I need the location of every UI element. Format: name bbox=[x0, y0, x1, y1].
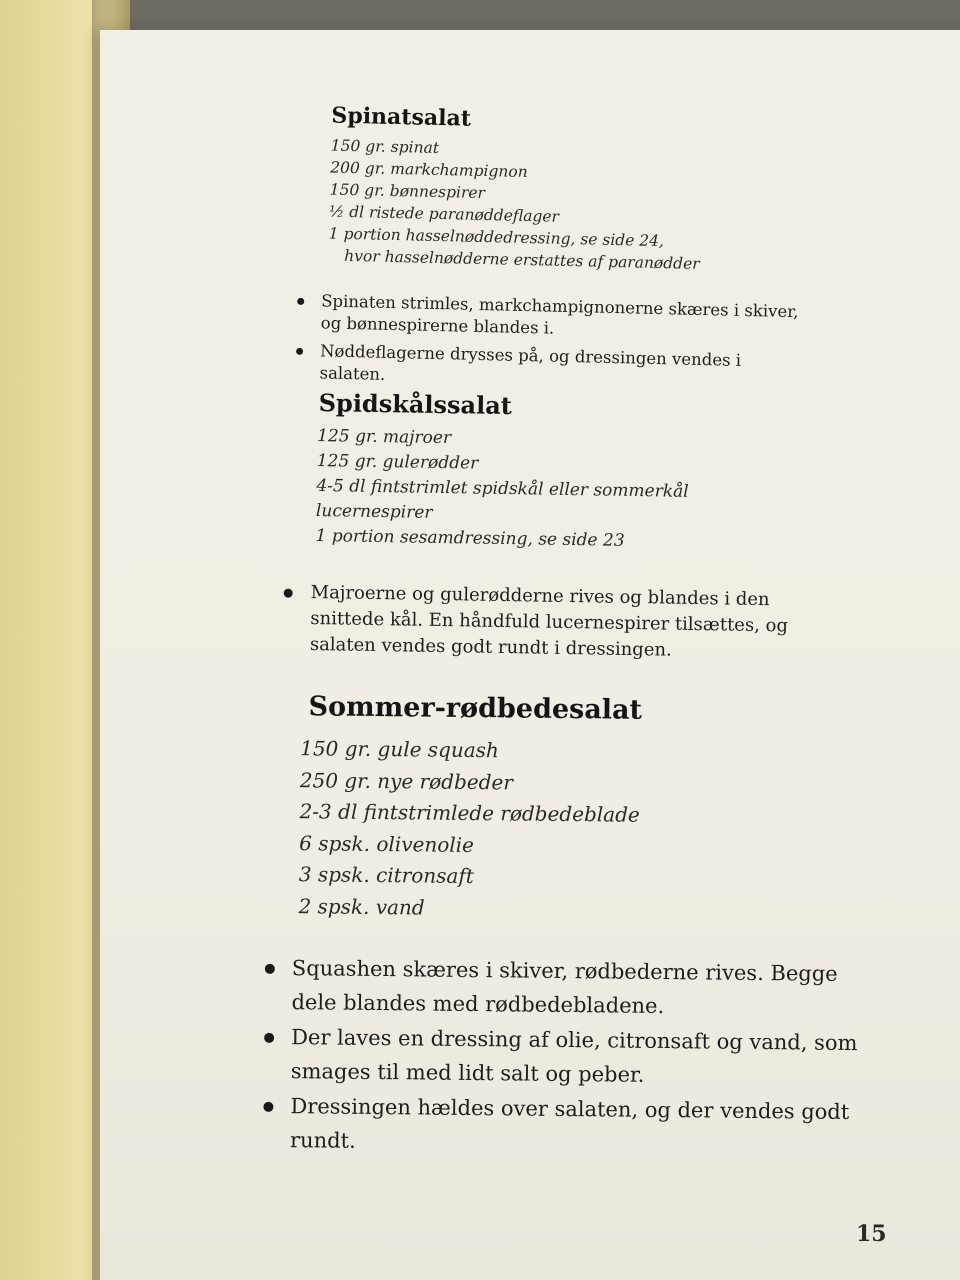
ingredient: ½ dl ristede paranøddeflager bbox=[329, 202, 560, 226]
step-text: Squashen skæres i skiver, rødbederne rives. Begge dele blandes med rødbedebladene. bbox=[291, 956, 838, 1019]
ingredient: 4-5 dl fintstrimlet spidskål eller sommerkål bbox=[316, 476, 689, 502]
ingredient: 1 portion sesamdressing, se side 23 bbox=[315, 526, 625, 551]
ingredient: 150 gr. spinat bbox=[330, 136, 440, 157]
ingredient: 125 gr. majroer bbox=[317, 426, 452, 449]
ingredient: 2-3 dl fintstrimlede rødbedeblade bbox=[299, 799, 640, 827]
instruction-step bbox=[310, 580, 831, 666]
recipe-title: Spinatsalat bbox=[331, 102, 472, 132]
instruction-step bbox=[320, 290, 801, 345]
ingredient: 1 portion hasselnøddedressing, se side 24, bbox=[328, 224, 665, 251]
ingredient: 6 spsk. olivenolie bbox=[299, 830, 475, 857]
step-text: Spinaten strimles, markchampignonerne skæres i skiver, og bønnespirerne blandes i. bbox=[320, 291, 799, 338]
ingredient: 250 gr. nye rødbeder bbox=[299, 767, 513, 794]
ingredient: 150 gr. bønnespirer bbox=[329, 180, 486, 203]
ingredient-list bbox=[298, 733, 640, 926]
ingredient: 200 gr. markchampignon bbox=[330, 158, 528, 182]
bullet-icon bbox=[296, 348, 303, 355]
instruction-step bbox=[291, 951, 872, 1025]
instruction-step bbox=[290, 1089, 871, 1163]
step-text: Der laves en dressing af olie, citronsaft og vand, som smages til med lidt salt og peber. bbox=[290, 1025, 858, 1087]
bullet-icon bbox=[265, 964, 275, 974]
instruction-step bbox=[319, 340, 800, 395]
ingredient: lucernespirer bbox=[315, 501, 433, 523]
step-text: Dressingen hældes over salaten, og der vendes godt rundt. bbox=[289, 1094, 850, 1153]
page-number: 15 bbox=[856, 1221, 887, 1247]
ingredient: 2 spsk. vand bbox=[298, 893, 425, 919]
bullet-icon bbox=[284, 589, 293, 598]
instruction-list bbox=[319, 290, 801, 401]
ingredient: hvor hasselnødderne erstattes af paranødder bbox=[344, 246, 700, 273]
ingredient-list bbox=[315, 424, 689, 555]
ingredient-list bbox=[328, 135, 702, 275]
bullet-icon bbox=[297, 298, 304, 305]
ingredient: 125 gr. gulerødder bbox=[316, 451, 479, 474]
ingredient: 3 spsk. citronsaft bbox=[298, 862, 474, 889]
step-text: Nøddeflagerne drysses på, og dressingen vendes i salaten. bbox=[319, 341, 742, 384]
recipe-title: Spidskålssalat bbox=[318, 388, 513, 421]
recipe-spinatsalat bbox=[0, 0, 960, 384]
instruction-list bbox=[290, 951, 872, 1164]
bullet-icon bbox=[263, 1102, 273, 1112]
recipe-title: Sommer-rødbedesalat bbox=[308, 691, 643, 726]
step-text: Majroerne og gulerødderne rives og blandes i den snittede kål. En håndfuld lucernespirer tilsættes, og salaten vendes godt rundt i dressingen. bbox=[309, 581, 789, 661]
instruction-step bbox=[291, 1020, 872, 1094]
instruction-list bbox=[310, 580, 831, 666]
ingredient: 150 gr. gule squash bbox=[300, 736, 499, 763]
bullet-icon bbox=[264, 1033, 274, 1043]
